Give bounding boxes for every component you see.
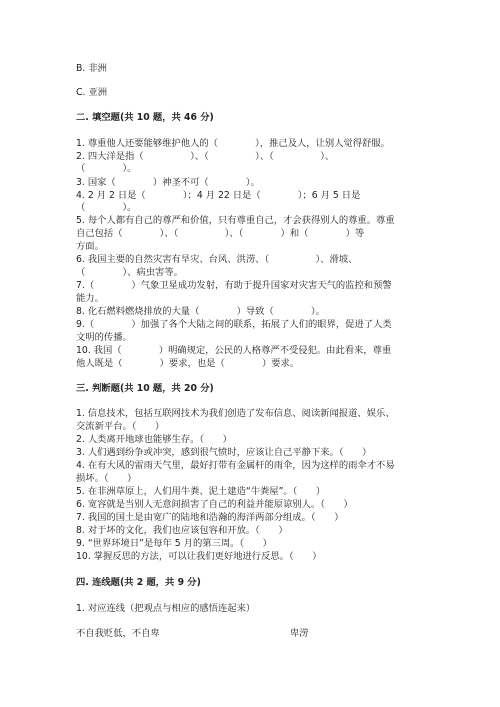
- question-line: 5. 在非洲草原上，人们用牛粪、泥土建造“牛粪屋”。（ ）: [76, 486, 326, 497]
- question-line: 7. 我国的国土是由宽广的陆地和浩瀚的海洋两部分组成。（ ）: [76, 512, 344, 523]
- question-line: 损坏。（ ）: [76, 473, 137, 484]
- question-line: 10. 掌握反思的方法，可以让我们更好地进行反思。（ ）: [76, 551, 322, 562]
- question-line: 3. 人们遇到纷争或冲突，感到很气愤时，应该让自己平静下来。（ ）: [76, 447, 372, 458]
- question-line: 9. “世界环境日”是每年 5 月的第三周。（ ）: [76, 538, 272, 549]
- question-line: 9.（ ）加强了各个大陆之间的联系，拓展了人们的眼界，促进了人类: [76, 319, 392, 330]
- question-line: 2. 四大洋是指（ ）、（ ）、（ ）、: [76, 151, 335, 162]
- matching-item-row: 不自我贬低，不自卑 卑涝: [76, 628, 309, 639]
- section-heading-judgment: 三. 判断题(共 10 题，共 20 分): [76, 383, 214, 394]
- question-line: 4. 在有大风的雷雨天气里，最好打带有金属杆的雨伞，因为这样的雨伞才不易: [76, 460, 395, 471]
- question-line: （ ）。: [76, 163, 137, 174]
- question-line: 4. 2 月 2 日是（ ）；4 月 22 日是（ ）；6 月 5 日是: [76, 190, 361, 201]
- question-line: 8. 化石燃料燃烧排放的大量（ ）导致（ ）。: [76, 306, 325, 317]
- question-line: 2. 人类离开地球也能够生存。（ ）: [76, 434, 232, 445]
- question-line: 3. 国家（ ）神圣不可（ ）。: [76, 177, 260, 188]
- option-c: C. 亚洲: [76, 87, 107, 98]
- question-line: 自己包括（ ）、（ ）、（ ）和（ ）等: [76, 228, 365, 239]
- section-heading-matching: 四. 连线题(共 2 题，共 9 分): [76, 577, 201, 588]
- question-line: 能力。: [76, 293, 104, 304]
- question-line: 10. 我国（ ）明确规定，公民的人格尊严不受侵犯。由此看来，尊重: [76, 345, 392, 356]
- question-line: 1. 尊重他人还要能够维护他人的（ ），推己及人，让别人觉得舒服。: [76, 138, 390, 149]
- question-line: （ ）、病虫害等。: [76, 267, 183, 278]
- question-line: 6. 宽容就是当别人无意间损害了自己的利益并能原谅别人。（ ）: [76, 499, 353, 510]
- question-line: 文明的传播。: [76, 332, 132, 343]
- question-line: 6. 我国主要的自然灾害有旱灾、台风、洪涝、（ ）、滑坡、: [76, 254, 358, 265]
- question-line: 1. 信息技术，包括互联网技术为我们创造了发布信息、阅读新闻报道、娱乐、: [76, 408, 395, 419]
- question-line: 5. 每个人都有自己的尊严和价值，只有尊重自己，才会获得别人的尊重。尊重: [76, 215, 395, 226]
- section-heading-fill-blank: 二. 填空题(共 10 题，共 46 分): [76, 112, 214, 123]
- question-line: 方面。: [76, 241, 104, 252]
- question-line: 交流新平台。（ ）: [76, 421, 165, 432]
- question-line: 7.（ ）气象卫星成功发射，有助于提升国家对灾害天气的监控和预警: [76, 280, 392, 291]
- option-b: B. 非洲: [76, 63, 107, 74]
- question-line: 他人既是（ ）要求，也是（ ）要求。: [76, 358, 300, 369]
- question-line: 8. 对于坏的文化，我们也应该包容和开放。（ ）: [76, 525, 288, 536]
- question-line: 1. 对应连线（把观点与相应的感悟连起来）: [76, 603, 256, 614]
- question-line: （ ）。: [76, 202, 137, 213]
